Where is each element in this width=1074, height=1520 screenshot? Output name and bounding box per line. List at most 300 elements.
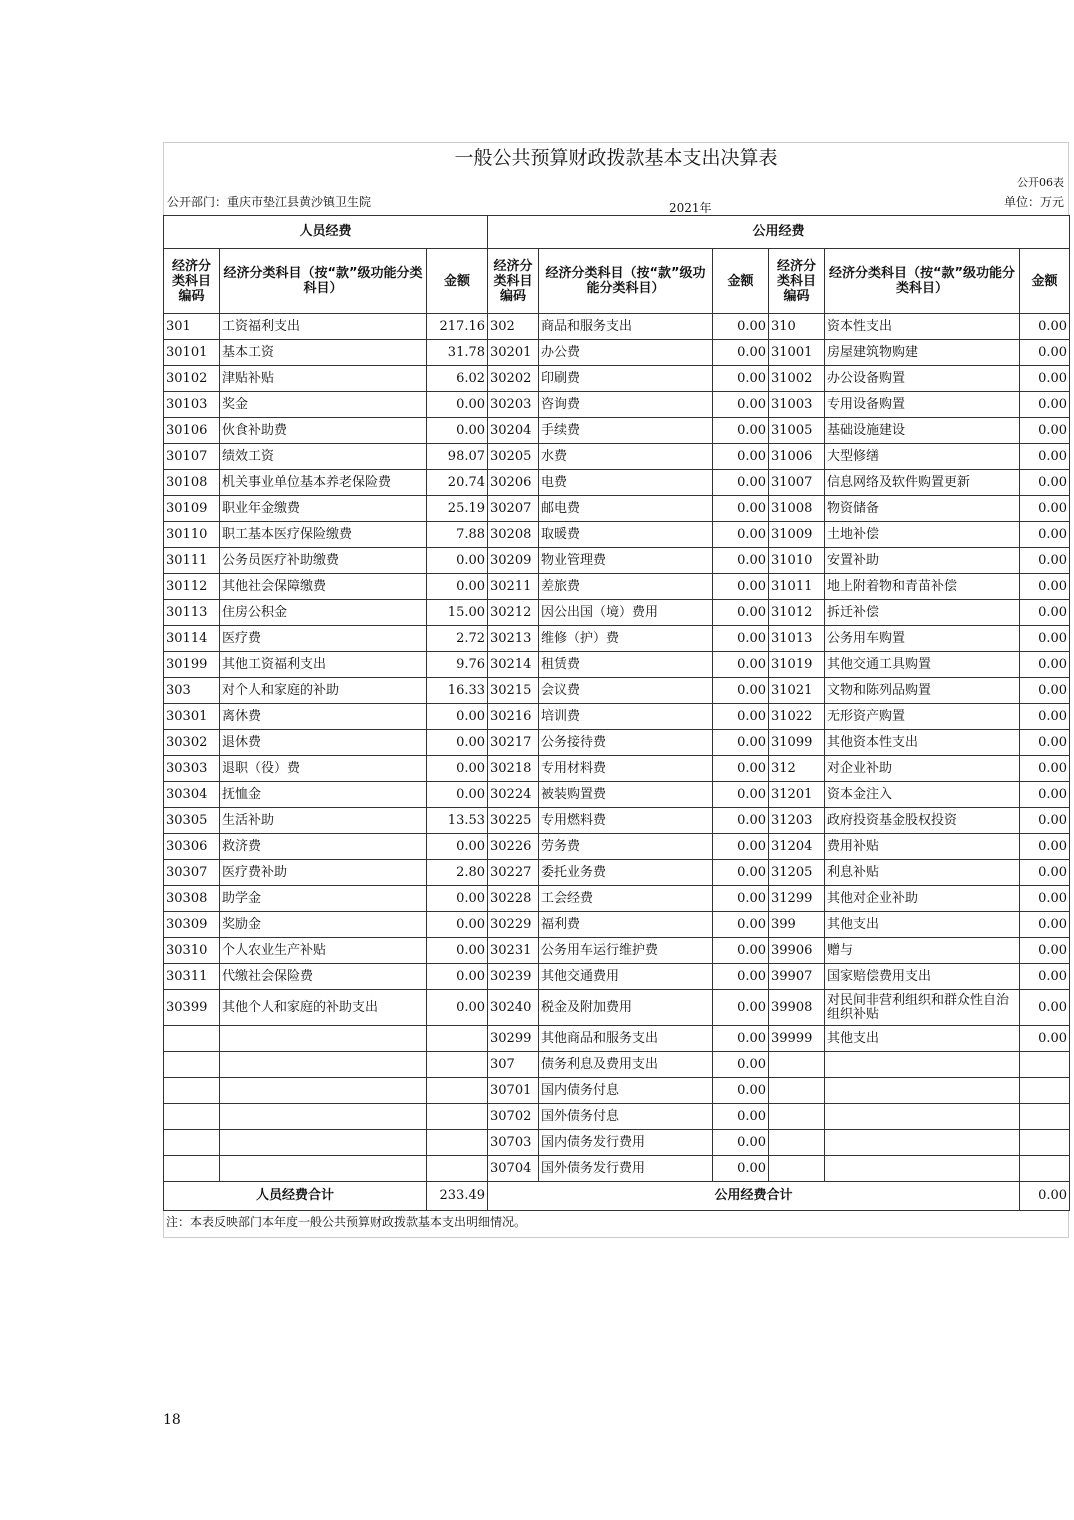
cell-name: 信息网络及软件购置更新 [825, 470, 1020, 496]
cell-name: 其他交通工具购置 [825, 652, 1020, 678]
cell-code: 31013 [769, 626, 825, 652]
cell-name [825, 1156, 1020, 1182]
cell-code: 30205 [488, 444, 539, 470]
cell-amount: 0.00 [1020, 652, 1070, 678]
cell-code: 31205 [769, 860, 825, 886]
cell-name: 工会经费 [539, 886, 713, 912]
cell-amount: 0.00 [1020, 990, 1070, 1026]
cell-code: 31011 [769, 574, 825, 600]
cell-amount: 0.00 [713, 1078, 769, 1104]
cell-code: 30701 [488, 1078, 539, 1104]
cell-amount: 0.00 [713, 938, 769, 964]
cell-code: 30218 [488, 756, 539, 782]
cell-name: 基本工资 [220, 340, 427, 366]
cell-amount: 0.00 [713, 418, 769, 444]
cell-name: 离休费 [220, 704, 427, 730]
cell-code: 39999 [769, 1026, 825, 1052]
totals-row [164, 1182, 1070, 1211]
cell-code [164, 1078, 220, 1104]
cell-name: 个人农业生产补贴 [220, 938, 427, 964]
cell-code: 30114 [164, 626, 220, 652]
expenditure-table [163, 215, 1070, 1211]
cell-code: 30101 [164, 340, 220, 366]
cell-code: 31010 [769, 548, 825, 574]
section-personnel: 人员经费 [164, 216, 488, 249]
cell-name: 奖金 [220, 392, 427, 418]
cell-name [220, 1026, 427, 1052]
section-public: 公用经费 [488, 216, 1070, 249]
cell-name [220, 1052, 427, 1078]
cell-code: 31006 [769, 444, 825, 470]
cell-name: 救济费 [220, 834, 427, 860]
cell-name: 差旅费 [539, 574, 713, 600]
table-row [164, 1026, 1070, 1052]
cell-name: 职工基本医疗保险缴费 [220, 522, 427, 548]
cell-code: 31203 [769, 808, 825, 834]
cell-name: 印刷费 [539, 366, 713, 392]
table-row [164, 860, 1070, 886]
cell-amount: 0.00 [427, 418, 488, 444]
cell-name: 住房公积金 [220, 600, 427, 626]
cell-code: 30302 [164, 730, 220, 756]
cell-code [769, 1078, 825, 1104]
table-row [164, 912, 1070, 938]
cell-code: 30110 [164, 522, 220, 548]
cell-name: 赠与 [825, 938, 1020, 964]
cell-amount: 0.00 [427, 756, 488, 782]
cell-code: 30216 [488, 704, 539, 730]
cell-name: 办公设备购置 [825, 366, 1020, 392]
cell-amount: 0.00 [1020, 808, 1070, 834]
cell-code: 30214 [488, 652, 539, 678]
cell-code: 30202 [488, 366, 539, 392]
cell-amount: 0.00 [427, 704, 488, 730]
table-row [164, 314, 1070, 340]
cell-name: 国家赔偿费用支出 [825, 964, 1020, 990]
cell-code: 31022 [769, 704, 825, 730]
cell-amount: 0.00 [1020, 886, 1070, 912]
cell-name: 医疗费补助 [220, 860, 427, 886]
cell-name: 其他个人和家庭的补助支出 [220, 990, 427, 1026]
cell-amount: 0.00 [713, 1052, 769, 1078]
table-row [164, 626, 1070, 652]
cell-amount: 9.76 [427, 652, 488, 678]
cell-name: 办公费 [539, 340, 713, 366]
cell-name: 税金及附加费用 [539, 990, 713, 1026]
info-line [163, 189, 1069, 215]
cell-amount: 0.00 [713, 626, 769, 652]
cell-code: 30225 [488, 808, 539, 834]
cell-name: 商品和服务支出 [539, 314, 713, 340]
cell-amount: 0.00 [427, 964, 488, 990]
cell-code: 39906 [769, 938, 825, 964]
cell-amount: 0.00 [427, 574, 488, 600]
cell-amount [1020, 1156, 1070, 1182]
cell-amount: 0.00 [427, 886, 488, 912]
cell-amount [427, 1052, 488, 1078]
cell-amount: 0.00 [1020, 600, 1070, 626]
cell-amount: 7.88 [427, 522, 488, 548]
cell-code: 31299 [769, 886, 825, 912]
cell-name: 其他商品和服务支出 [539, 1026, 713, 1052]
col-amount-2: 金额 [713, 249, 769, 314]
cell-name: 国内债务发行费用 [539, 1130, 713, 1156]
cell-amount: 20.74 [427, 470, 488, 496]
cell-amount [427, 1130, 488, 1156]
cell-amount: 0.00 [1020, 704, 1070, 730]
cell-code: 302 [488, 314, 539, 340]
cell-name: 政府投资基金股权投资 [825, 808, 1020, 834]
cell-code: 30217 [488, 730, 539, 756]
cell-name: 公务员医疗补助缴费 [220, 548, 427, 574]
cell-code: 30112 [164, 574, 220, 600]
cell-name: 会议费 [539, 678, 713, 704]
cell-name: 费用补贴 [825, 834, 1020, 860]
cell-code: 39907 [769, 964, 825, 990]
cell-name: 维修（护）费 [539, 626, 713, 652]
cell-amount: 0.00 [427, 834, 488, 860]
table-row [164, 1104, 1070, 1130]
cell-name: 生活补助 [220, 808, 427, 834]
cell-code: 30703 [488, 1130, 539, 1156]
public-total-value: 0.00 [1020, 1182, 1070, 1211]
table-row [164, 548, 1070, 574]
cell-amount: 0.00 [713, 1130, 769, 1156]
cell-code: 30231 [488, 938, 539, 964]
cell-amount: 0.00 [713, 990, 769, 1026]
cell-amount: 31.78 [427, 340, 488, 366]
cell-amount [1020, 1078, 1070, 1104]
cell-code: 30229 [488, 912, 539, 938]
cell-amount: 0.00 [1020, 548, 1070, 574]
cell-amount: 0.00 [713, 782, 769, 808]
report-year: 2021年 [669, 201, 712, 215]
table-row [164, 340, 1070, 366]
table-row [164, 834, 1070, 860]
cell-amount: 0.00 [427, 730, 488, 756]
cell-amount: 0.00 [713, 730, 769, 756]
cell-name: 专用设备购置 [825, 392, 1020, 418]
cell-code: 310 [769, 314, 825, 340]
table-row [164, 652, 1070, 678]
cell-amount: 0.00 [713, 574, 769, 600]
cell-name: 租赁费 [539, 652, 713, 678]
cell-amount: 0.00 [1020, 626, 1070, 652]
cell-name: 拆迁补偿 [825, 600, 1020, 626]
table-row [164, 1052, 1070, 1078]
cell-name: 专用燃料费 [539, 808, 713, 834]
cell-name: 水费 [539, 444, 713, 470]
cell-code: 30207 [488, 496, 539, 522]
cell-code: 30303 [164, 756, 220, 782]
cell-name: 其他工资福利支出 [220, 652, 427, 678]
cell-amount: 0.00 [427, 990, 488, 1026]
cell-name: 因公出国（境）费用 [539, 600, 713, 626]
cell-code: 30113 [164, 600, 220, 626]
col-code-3: 经济分类科目编码 [769, 249, 825, 314]
table-row [164, 366, 1070, 392]
table-row [164, 522, 1070, 548]
cell-code: 30107 [164, 444, 220, 470]
cell-code: 30201 [488, 340, 539, 366]
cell-name: 机关事业单位基本养老保险费 [220, 470, 427, 496]
cell-name: 其他支出 [825, 912, 1020, 938]
cell-amount: 0.00 [713, 912, 769, 938]
form-code-line [163, 173, 1069, 189]
table-row [164, 392, 1070, 418]
cell-amount: 0.00 [713, 496, 769, 522]
cell-code [769, 1052, 825, 1078]
cell-amount: 0.00 [713, 1156, 769, 1182]
cell-name: 取暖费 [539, 522, 713, 548]
cell-amount: 16.33 [427, 678, 488, 704]
cell-name: 国外债务发行费用 [539, 1156, 713, 1182]
cell-code: 301 [164, 314, 220, 340]
table-row [164, 678, 1070, 704]
cell-amount: 0.00 [713, 392, 769, 418]
cell-amount: 2.72 [427, 626, 488, 652]
cell-amount: 0.00 [713, 652, 769, 678]
personnel-total-label: 人员经费合计 [164, 1182, 427, 1211]
cell-name: 对个人和家庭的补助 [220, 678, 427, 704]
cell-amount: 6.02 [427, 366, 488, 392]
cell-code: 30213 [488, 626, 539, 652]
cell-code: 30239 [488, 964, 539, 990]
cell-code: 30206 [488, 470, 539, 496]
cell-amount: 0.00 [1020, 834, 1070, 860]
table-row [164, 600, 1070, 626]
cell-amount: 0.00 [713, 756, 769, 782]
cell-code: 31007 [769, 470, 825, 496]
cell-code: 30240 [488, 990, 539, 1026]
cell-amount: 0.00 [713, 314, 769, 340]
cell-name: 培训费 [539, 704, 713, 730]
cell-amount: 0.00 [713, 340, 769, 366]
cell-name [220, 1104, 427, 1130]
cell-name: 职业年金缴费 [220, 496, 427, 522]
cell-code: 30310 [164, 938, 220, 964]
cell-amount: 217.16 [427, 314, 488, 340]
cell-amount: 0.00 [1020, 938, 1070, 964]
cell-code: 30704 [488, 1156, 539, 1182]
cell-amount: 0.00 [713, 444, 769, 470]
cell-code: 31099 [769, 730, 825, 756]
cell-code: 30106 [164, 418, 220, 444]
cell-name: 资本金注入 [825, 782, 1020, 808]
cell-name: 公务用车运行维护费 [539, 938, 713, 964]
cell-name: 债务利息及费用支出 [539, 1052, 713, 1078]
cell-name: 对民间非营利组织和群众性自治组织补贴 [825, 990, 1020, 1026]
cell-code: 30308 [164, 886, 220, 912]
cell-code: 30215 [488, 678, 539, 704]
cell-amount: 0.00 [713, 704, 769, 730]
cell-code [164, 1130, 220, 1156]
cell-code [164, 1052, 220, 1078]
cell-name: 电费 [539, 470, 713, 496]
cell-amount: 0.00 [713, 678, 769, 704]
cell-amount: 0.00 [713, 808, 769, 834]
cell-amount: 0.00 [713, 1104, 769, 1130]
cell-code: 30311 [164, 964, 220, 990]
cell-amount: 0.00 [713, 1026, 769, 1052]
cell-code [164, 1104, 220, 1130]
cell-name: 大型修缮 [825, 444, 1020, 470]
cell-amount: 0.00 [713, 548, 769, 574]
cell-amount: 0.00 [427, 548, 488, 574]
cell-name: 资本性支出 [825, 314, 1020, 340]
cell-code: 31005 [769, 418, 825, 444]
cell-amount: 0.00 [1020, 730, 1070, 756]
cell-code [164, 1026, 220, 1052]
cell-amount: 0.00 [713, 366, 769, 392]
cell-code: 31001 [769, 340, 825, 366]
cell-code: 30307 [164, 860, 220, 886]
cell-amount: 0.00 [427, 938, 488, 964]
cell-amount: 0.00 [1020, 860, 1070, 886]
cell-amount: 0.00 [713, 600, 769, 626]
cell-amount: 0.00 [713, 834, 769, 860]
cell-amount: 0.00 [713, 470, 769, 496]
cell-name: 文物和陈列品购置 [825, 678, 1020, 704]
column-header-row [164, 249, 1070, 314]
col-name-3: 经济分类科目（按“款”级功能分类科目） [825, 249, 1020, 314]
cell-amount: 0.00 [1020, 1026, 1070, 1052]
cell-code: 30227 [488, 860, 539, 886]
cell-code: 30226 [488, 834, 539, 860]
section-header-row [164, 216, 1070, 249]
cell-name: 其他资本性支出 [825, 730, 1020, 756]
cell-name: 被装购置费 [539, 782, 713, 808]
cell-amount: 0.00 [1020, 314, 1070, 340]
report-page [163, 142, 1069, 1238]
cell-code: 31019 [769, 652, 825, 678]
cell-name [220, 1130, 427, 1156]
cell-name: 房屋建筑物购建 [825, 340, 1020, 366]
table-row [164, 496, 1070, 522]
cell-amount: 15.00 [427, 600, 488, 626]
col-amount-1: 金额 [427, 249, 488, 314]
cell-name: 物资储备 [825, 496, 1020, 522]
cell-code: 30309 [164, 912, 220, 938]
cell-code: 399 [769, 912, 825, 938]
cell-code [769, 1130, 825, 1156]
cell-code: 31204 [769, 834, 825, 860]
cell-name: 抚恤金 [220, 782, 427, 808]
cell-amount: 0.00 [1020, 444, 1070, 470]
table-row [164, 470, 1070, 496]
cell-name [825, 1104, 1020, 1130]
cell-amount: 0.00 [1020, 366, 1070, 392]
cell-name: 其他支出 [825, 1026, 1020, 1052]
cell-amount: 0.00 [1020, 574, 1070, 600]
cell-amount: 0.00 [713, 886, 769, 912]
cell-code: 30109 [164, 496, 220, 522]
table-row [164, 808, 1070, 834]
cell-code: 30304 [164, 782, 220, 808]
cell-name: 利息补贴 [825, 860, 1020, 886]
cell-code: 30211 [488, 574, 539, 600]
table-row [164, 1156, 1070, 1182]
cell-name: 奖励金 [220, 912, 427, 938]
cell-name: 邮电费 [539, 496, 713, 522]
table-row [164, 574, 1070, 600]
cell-amount: 0.00 [1020, 756, 1070, 782]
cell-amount: 0.00 [427, 782, 488, 808]
cell-amount: 0.00 [427, 392, 488, 418]
cell-name: 地上附着物和青苗补偿 [825, 574, 1020, 600]
cell-code: 39908 [769, 990, 825, 1026]
cell-amount: 0.00 [1020, 496, 1070, 522]
cell-amount [427, 1026, 488, 1052]
cell-code: 303 [164, 678, 220, 704]
cell-name: 伙食补助费 [220, 418, 427, 444]
cell-code: 30209 [488, 548, 539, 574]
cell-name: 津贴补贴 [220, 366, 427, 392]
cell-amount: 0.00 [1020, 340, 1070, 366]
report-title: 一般公共预算财政拨款基本支出决算表 [163, 142, 1069, 173]
cell-code [164, 1156, 220, 1182]
cell-amount: 0.00 [1020, 912, 1070, 938]
cell-code: 31003 [769, 392, 825, 418]
col-name-2: 经济分类科目（按“款”级功能分类科目） [539, 249, 713, 314]
cell-code: 30299 [488, 1026, 539, 1052]
cell-name: 助学金 [220, 886, 427, 912]
cell-amount [427, 1078, 488, 1104]
department: 公开部门：重庆市垫江县黄沙镇卫生院 [167, 195, 372, 209]
unit-label: 单位：万元 [1003, 195, 1064, 209]
cell-name: 土地补偿 [825, 522, 1020, 548]
cell-amount [427, 1104, 488, 1130]
cell-code: 31021 [769, 678, 825, 704]
cell-name [220, 1156, 427, 1182]
cell-code: 30399 [164, 990, 220, 1026]
cell-name [220, 1078, 427, 1104]
cell-code: 31008 [769, 496, 825, 522]
cell-name [825, 1130, 1020, 1156]
cell-name: 其他交通费用 [539, 964, 713, 990]
cell-amount: 0.00 [427, 912, 488, 938]
col-name-1: 经济分类科目（按“款”级功能分类科目） [220, 249, 427, 314]
col-code-2: 经济分类科目编码 [488, 249, 539, 314]
cell-name: 安置补助 [825, 548, 1020, 574]
cell-code: 30103 [164, 392, 220, 418]
cell-code: 31012 [769, 600, 825, 626]
cell-code: 30305 [164, 808, 220, 834]
table-row [164, 704, 1070, 730]
cell-name: 退休费 [220, 730, 427, 756]
cell-code: 30306 [164, 834, 220, 860]
cell-amount: 2.80 [427, 860, 488, 886]
cell-amount: 0.00 [713, 860, 769, 886]
cell-code: 312 [769, 756, 825, 782]
cell-amount [1020, 1104, 1070, 1130]
cell-name: 其他社会保障缴费 [220, 574, 427, 600]
cell-name: 代缴社会保险费 [220, 964, 427, 990]
table-row [164, 756, 1070, 782]
cell-name: 基础设施建设 [825, 418, 1020, 444]
cell-code: 30199 [164, 652, 220, 678]
cell-amount: 25.19 [427, 496, 488, 522]
cell-code: 30102 [164, 366, 220, 392]
table-row [164, 1130, 1070, 1156]
cell-name: 其他对企业补助 [825, 886, 1020, 912]
cell-name: 公务接待费 [539, 730, 713, 756]
cell-amount: 0.00 [1020, 782, 1070, 808]
cell-name: 退职（役）费 [220, 756, 427, 782]
cell-amount: 0.00 [1020, 470, 1070, 496]
cell-code: 30224 [488, 782, 539, 808]
page-number: 18 [163, 1412, 181, 1428]
